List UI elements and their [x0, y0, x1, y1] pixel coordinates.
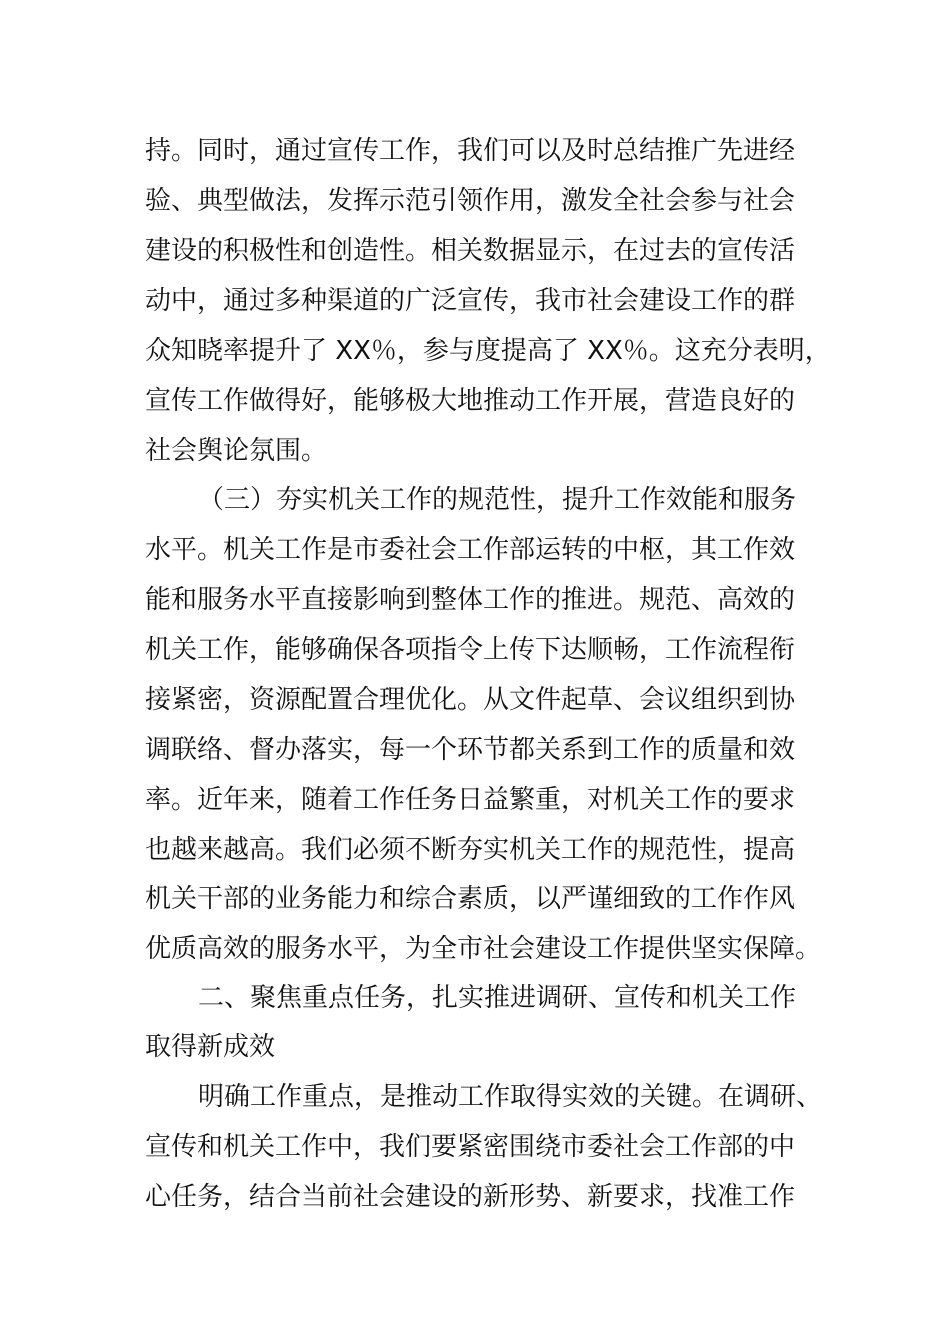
text-line: 也越来越高。我们必须不断夯实机关工作的规范性，提高 — [145, 835, 796, 865]
section-heading-continued: 取得新成效 — [145, 1032, 276, 1062]
text-line: 众知晓率提升了 XX％，参与度提高了 XX％。这充分表明， — [145, 336, 831, 366]
text-line: 能和服务水平直接影响到整体工作的推进。规范、高效的 — [145, 585, 796, 615]
text-line: 宣传工作做得好，能够极大地推动工作开展，营造良好的 — [145, 386, 796, 416]
text-line: 调联络、督办落实，每一个环节都关系到工作的质量和效 — [145, 735, 796, 765]
text-line: 心任务，结合当前社会建设的新形势、新要求，找准工作 — [145, 1182, 796, 1212]
text-line: 水平。机关工作是市委社会工作部运转的中枢，其工作效 — [145, 535, 796, 565]
text-line: 社会舆论氛围。 — [145, 436, 328, 466]
text-line: 明确工作重点，是推动工作取得实效的关键。在调研、 — [198, 1082, 823, 1112]
text-line: 宣传和机关工作中，我们要紧密围绕市委社会工作部的中 — [145, 1132, 796, 1162]
text-line: 持。同时，通过宣传工作，我们可以及时总结推广先进经 — [145, 136, 796, 166]
section-heading: 二、聚焦重点任务，扎实推进调研、宣传和机关工作 — [198, 983, 797, 1013]
section-heading: （三）夯实机关工作的规范性，提升工作效能和服务 — [198, 485, 797, 515]
text-line: 动中，通过多种渠道的广泛宣传，我市社会建设工作的群 — [145, 286, 796, 316]
text-line: 率。近年来，随着工作任务日益繁重，对机关工作的要求 — [145, 785, 796, 815]
text-line: 机关工作，能够确保各项指令上传下达顺畅，工作流程衔 — [145, 635, 796, 665]
text-line: 验、典型做法，发挥示范引领作用，激发全社会参与社会 — [145, 186, 796, 216]
text-line: 优质高效的服务水平，为全市社会建设工作提供坚实保障。 — [145, 934, 822, 964]
text-line: 接紧密，资源配置合理优化。从文件起草、会议组织到协 — [145, 685, 796, 715]
text-line: 机关干部的业务能力和综合素质，以严谨细致的工作作风 — [145, 884, 796, 914]
text-line: 建设的积极性和创造性。相关数据显示，在过去的宣传活 — [145, 236, 796, 266]
